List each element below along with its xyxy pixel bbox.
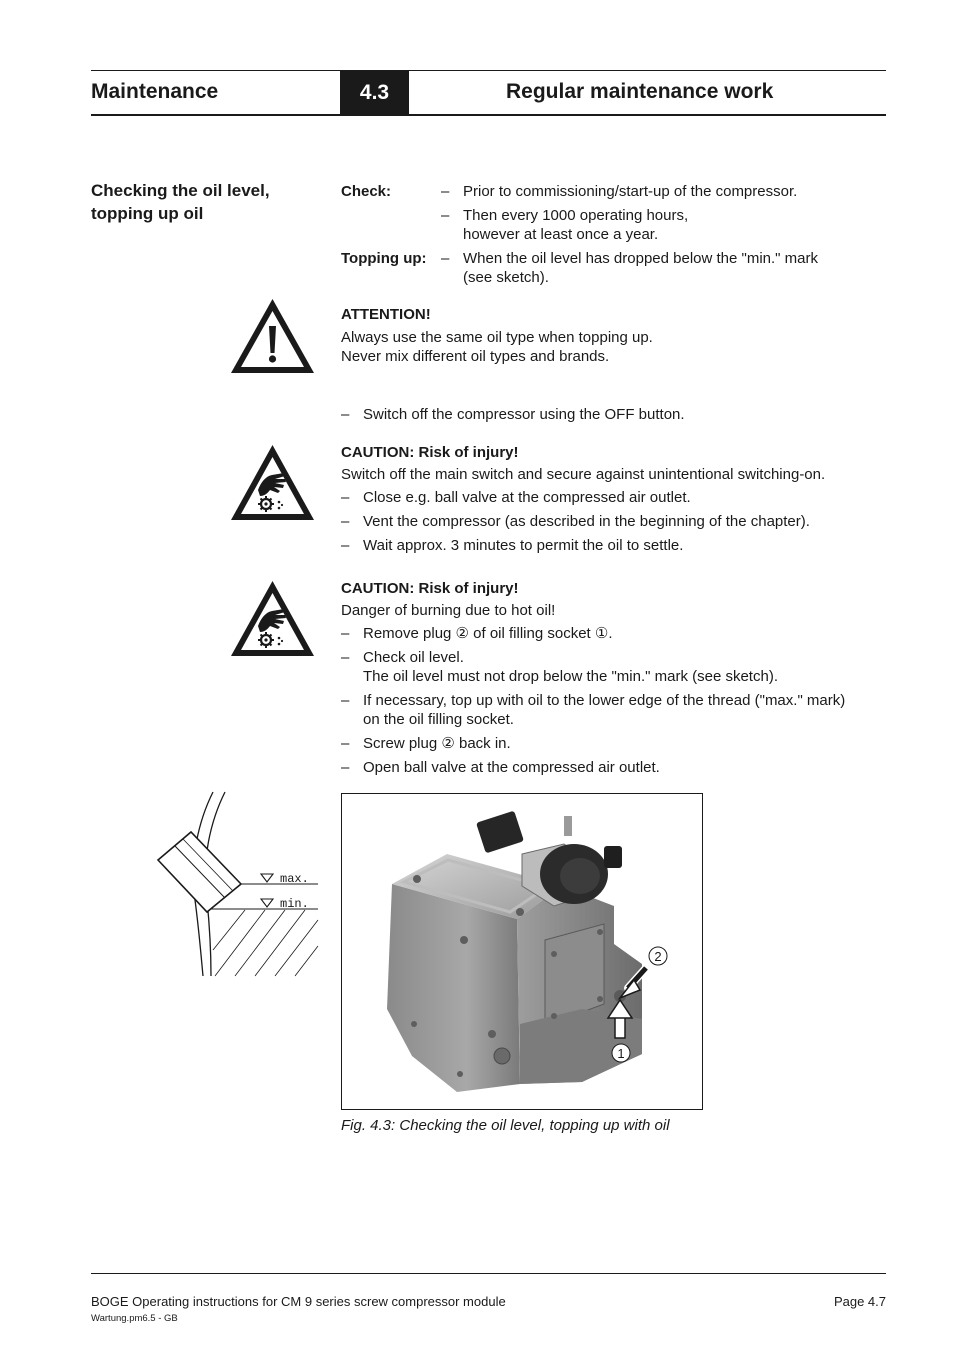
- header-title: Regular maintenance work: [506, 80, 774, 103]
- dash: –: [341, 735, 350, 752]
- topping-label: Topping up:: [341, 250, 427, 267]
- dash: –: [441, 183, 450, 200]
- caution-2-item-1: Remove plug ② of oil filling socket ①.: [363, 625, 613, 642]
- attention-warning-icon: [228, 296, 317, 376]
- caution-2-item-5: Open ball valve at the compressed air outlet.: [363, 759, 660, 776]
- dash: –: [441, 250, 450, 267]
- max-mark-label: max.: [280, 872, 309, 886]
- dash: –: [341, 649, 350, 666]
- dash: –: [341, 513, 350, 530]
- min-mark-label: min.: [280, 897, 309, 911]
- caution-1-heading: CAUTION: Risk of injury!: [341, 444, 519, 461]
- switch-off-step: Switch off the compressor using the OFF button.: [363, 406, 685, 423]
- section-side-title: Checking the oil level, topping up oil: [91, 181, 270, 223]
- footer-file-reference: Wartung.pm6.5 - GB: [91, 1313, 178, 1324]
- figure-caption: Fig. 4.3: Checking the oil level, topping up with oil: [341, 1117, 670, 1134]
- caution-1-item-3: Wait approx. 3 minutes to permit the oil to settle.: [363, 537, 684, 554]
- footer-document-title: BOGE Operating instructions for CM 9 series screw compressor module: [91, 1294, 506, 1309]
- header-section: Maintenance: [91, 80, 219, 103]
- caution-2-item-3: If necessary, top up with oil to the lower edge of the thread ("max." mark) on the oil filling socket.: [363, 692, 846, 728]
- header-rule-bottom: [91, 114, 886, 116]
- hot-oil-caution-icon: [228, 578, 317, 659]
- compressor-photo-frame: [341, 793, 703, 1110]
- dash: –: [341, 759, 350, 776]
- caution-2-heading: CAUTION: Risk of injury!: [341, 580, 519, 597]
- caution-1-item-1: Close e.g. ball valve at the compressed air outlet.: [363, 489, 691, 506]
- topping-item-1: When the oil level has dropped below the "min." mark (see sketch).: [463, 250, 818, 286]
- dash: –: [341, 406, 350, 423]
- attention-line-2: Never mix different oil types and brands.: [341, 348, 610, 365]
- caution-1-line: Switch off the main switch and secure against unintentional switching-on.: [341, 466, 826, 483]
- dash: –: [341, 537, 350, 554]
- dash: –: [441, 207, 450, 224]
- caution-2-item-4: Screw plug ② back in.: [363, 735, 511, 752]
- footer-rule: [91, 1273, 886, 1274]
- dash: –: [341, 692, 350, 709]
- callout-2-label: 2: [654, 949, 662, 964]
- check-item-1: Prior to commissioning/start-up of the compressor.: [463, 183, 798, 200]
- header-section-number: 4.3: [340, 71, 409, 115]
- header-rule-top: [91, 70, 886, 71]
- attention-line-1: Always use the same oil type when topping up.: [341, 329, 653, 346]
- oil-level-sketch: [155, 790, 325, 982]
- attention-heading: ATTENTION!: [341, 306, 431, 323]
- check-item-2: Then every 1000 operating hours, however at least once a year.: [463, 207, 689, 243]
- hot-oil-caution-icon: [228, 442, 317, 523]
- compressor-photo: [342, 794, 702, 1109]
- dash: –: [341, 625, 350, 642]
- caution-1-item-2: Vent the compressor (as described in the beginning of the chapter).: [363, 513, 810, 530]
- caution-2-item-2: Check oil level. The oil level must not drop below the "min." mark (see sketch).: [363, 649, 778, 685]
- footer-page-number: Page 4.7: [833, 1294, 886, 1309]
- dash: –: [341, 489, 350, 506]
- caution-2-line: Danger of burning due to hot oil!: [341, 602, 556, 619]
- callout-1-label: 1: [617, 1046, 625, 1061]
- check-label: Check:: [341, 183, 392, 200]
